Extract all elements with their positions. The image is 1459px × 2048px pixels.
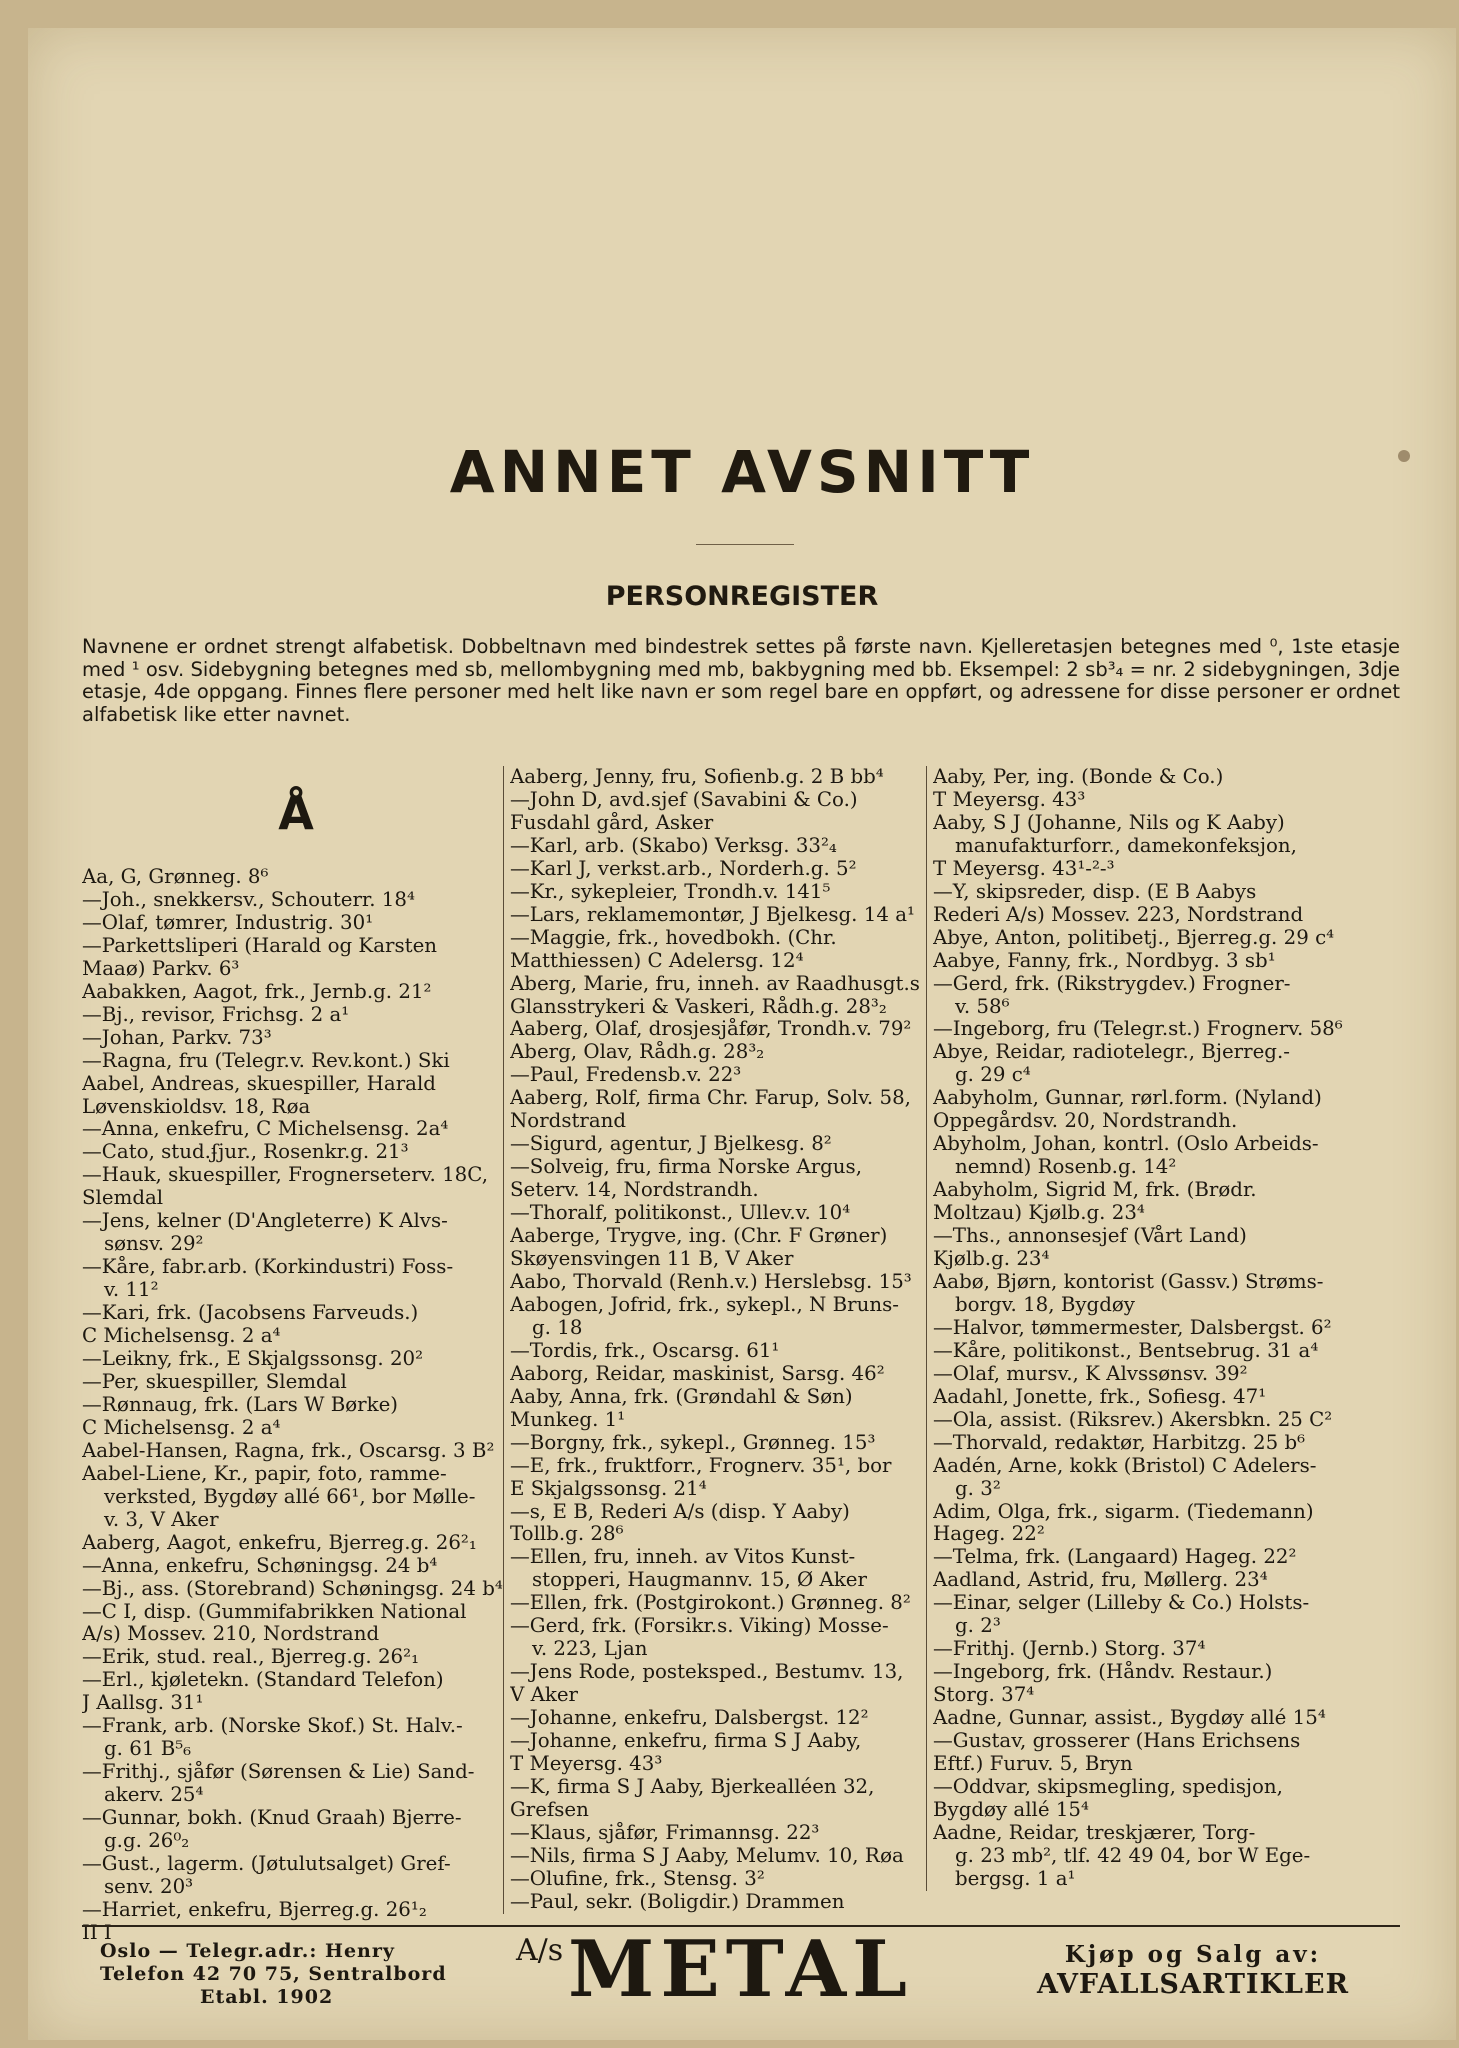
register-entry-line: —Y, skipsreder, disp. (E B Aabys [933,880,1257,903]
register-entry-line: Aabye, Fanny, frk., Nordbyg. 3 sb¹ [933,949,1276,972]
register-entry-line: —Paul, Fredensb.v. 22³ [510,1064,742,1087]
column-1 [82,788,510,1945]
ad-company-prefix: A/s [516,1933,564,1968]
register-entry-line: Nordstrand [510,1110,627,1133]
register-entry-line: Aabyholm, Sigrid M, frk. (Brødr. [933,1179,1257,1202]
register-entry-line: —Anna, enkefru, Schøningsg. 24 b⁴ [82,1554,438,1577]
register-entry-line: Aadne, Gunnar, assist., Bygdøy allé 15⁴ [933,1707,1326,1730]
register-entry-line: Fusdahl gård, Asker [510,811,714,834]
column-1-entries [82,866,510,1945]
register-entry-line: g.g. 26⁰₂ [104,1830,190,1853]
section-letter: Å [278,786,314,840]
register-entry-line: Aabakken, Aagot, frk., Jernb.g. 21² [82,980,432,1003]
register-entry-line: J Aallsg. 31¹ [82,1692,204,1715]
register-entry-line: —Karl, arb. (Skabo) Verksg. 33²₄ [510,834,837,857]
register-entry-line: —Halvor, tømmermester, Dalsbergst. 6² [933,1316,1332,1339]
register-entry-line: —Erik, stud. real., Bjerreg.g. 26²₁ [82,1646,420,1669]
register-entry-line: Aabogen, Jofrid, frk., sykepl., N Bruns- [510,1293,899,1316]
register-entry-line: Bygdøy allé 15⁴ [933,1798,1089,1821]
register-entry-line: Abyholm, Johan, kontrl. (Oslo Arbeids- [933,1133,1319,1156]
register-entry-line: Hageg. 22² [933,1523,1045,1546]
ad-slogan-line-2: AVFALLSARTIKLER [1036,1969,1350,2000]
register-entry-line: —Kåre, politikonst., Bentsebrug. 31 a⁴ [933,1339,1319,1362]
register-entry-line: —Thoralf, politikonst., Ullev.v. 10⁴ [510,1202,851,1225]
footer-ad-company [498,1924,968,2015]
register-entry-line: —Tordis, frk., Oscarsg. 61¹ [510,1339,780,1362]
register-entry-line: Oppegårdsv. 20, Nordstrandh. [933,1110,1238,1133]
register-entry-line: —Ingeborg, fru (Telegr.st.) Frognerv. 58⁶ [933,1018,1343,1041]
register-entry-line: —Solveig, fru, firma Norske Argus, [510,1156,862,1179]
register-entry-line: g. 23 mb², tlf. 42 49 04, bor W Ege- [955,1844,1311,1867]
register-entry-line: —Kari, frk. (Jacobsens Farveuds.) [82,1302,419,1325]
register-entry-line: —Thorvald, redaktør, Harbitzg. 25 b⁶ [933,1431,1306,1454]
register-entry-line: —Lars, reklamemontør, J Bjelkesg. 14 a¹ [510,903,915,926]
register-entry-line: —Jens Rode, posteksped., Bestumv. 13, [510,1661,904,1684]
register-entry-line: —Gust., lagerm. (Jøtulutsalget) Gref- [82,1852,451,1875]
register-entry-line: nemnd) Rosenb.g. 14² [955,1156,1177,1179]
register-entry-line: Aaberg, Aagot, enkefru, Bjerreg.g. 26²₁ [82,1531,477,1554]
register-entry-line: Maaø) Parkv. 6³ [82,957,240,980]
register-entry-line: —Per, skuespiller, Slemdal [82,1370,347,1393]
register-entry-line: —Gerd, frk. (Forsikr.s. Viking) Mosse- [510,1615,889,1638]
register-entry-line: —Frithj. (Jernb.) Storg. 37⁴ [933,1638,1206,1661]
register-entry-line: —Cato, stud.ʄjur., Rosenkr.g. 21³ [82,1141,409,1164]
register-entry-line: Aabø, Bjørn, kontorist (Gassv.) Strøms- [933,1270,1324,1293]
register-entry-line: —Gerd, frk. (Rikstrygdev.) Frogner- [933,972,1291,995]
register-entry-line: Seterv. 14, Nordstrandh. [510,1179,759,1202]
register-entry-line: v. 58⁶ [955,995,1010,1018]
register-entry-line: Aabel, Andreas, skuespiller, Harald [82,1072,436,1095]
register-entry-line: sønsv. 29² [104,1233,204,1256]
register-entry-line: Grefsen [510,1798,589,1821]
register-entry-line: —K, firma S J Aaby, Bjerkealléen 32, [510,1775,875,1798]
register-entry-line: g. 29 c⁴ [955,1064,1031,1087]
register-entry-line: Aaby, Anna, frk. (Grøndahl & Søn) [510,1385,853,1408]
register-entry-line: —Olaf, mursv., K Alvssønsv. 39² [933,1362,1248,1385]
register-entry-line: Abye, Reidar, radiotelegr., Bjerreg.- [933,1041,1290,1064]
register-entry-line: —Harriet, enkefru, Bjerreg.g. 26¹₂ [82,1898,427,1921]
register-entry-line: Moltzau) Kjølb.g. 23⁴ [933,1202,1145,1225]
register-entry-line: —Borgny, frk., sykepl., Grønneg. 15³ [510,1431,876,1454]
register-entry-line: —Paul, sekr. (Boligdir.) Drammen [510,1890,845,1913]
register-entry-line: C Michelsensg. 2 a⁴ [82,1416,281,1439]
register-entry-line: v. 3, V Aker [104,1508,219,1531]
register-entry-line: Munkeg. 1¹ [510,1408,626,1431]
register-entry-line: Skøyensvingen 11 B, V Aker [510,1248,794,1271]
register-entry-line: —Frithj., sjåfør (Sørensen & Lie) Sand- [82,1761,475,1784]
register-entry-line: —Sigurd, agentur, J Bjelkesg. 8² [510,1133,832,1156]
register-entry-line: Slemdal [82,1187,164,1210]
register-entry-line: v. 223, Ljan [532,1638,648,1661]
register-entry-line: —Nils, firma S J Aaby, Melumv. 10, Røa [510,1844,904,1867]
register-entry-line: —Erl., kjøletekn. (Standard Telefon) [82,1669,444,1692]
register-entry-line: g. 61 B⁵₆ [104,1738,192,1761]
register-entry-line: V Aker [510,1684,579,1707]
register-entry-line: —Ellen, frk. (Postgirokont.) Grønneg. 8² [510,1592,911,1615]
register-entry-line: —Karl J, verkst.arb., Norderh.g. 5² [510,857,857,880]
register-entry-line: Aa, G, Grønneg. 8⁶ [82,866,269,888]
register-entry-line: —C I, disp. (Gummifabrikken National [82,1600,467,1623]
register-entry-line: Eftf.) Furuv. 5, Bryn [933,1752,1133,1775]
register-entry-line: —Gustav, grosserer (Hans Erichsens [933,1730,1301,1753]
column-2 [503,766,931,1914]
intro-paragraph: Navnene er ordnet strengt alfabetisk. Dobbeltnavn med bindestrek settes på første navn. Kjelleretasjen betegnes med ⁰, 1ste etasje med ¹ osv. Sidebygning betegnes med sb, mellombygning med mb, bakbygning med bb. Eksempel: 2 sb³₄ = nr. 2 sidebygningen, 3dje etasje, 4de oppgang. Finnes flere personer med helt like navn er som regel bare en oppført, og adressene for disse personer er ordnet alfabetisk like etter navnet. [82,635,1400,726]
register-entry-line: Aaberg, Olaf, drosjesjåfør, Trondh.v. 79² [510,1018,912,1041]
register-entry-line: Aaby, Per, ing. (Bonde & Co.) [933,766,1224,788]
register-entry-line: —Gunnar, bokh. (Knud Graah) Bjerre- [82,1807,462,1830]
register-entry-line: —Joh., snekkersv., Schouterr. 18⁴ [82,888,415,911]
register-entry-line: A/s) Mossev. 210, Nordstrand [82,1623,380,1646]
column-2-entries [510,766,931,1914]
register-entry-line: —Klaus, sjåfør, Frimannsg. 22³ [510,1821,820,1844]
register-entry-line: g. 18 [532,1316,583,1339]
register-entry-line: Aabel-Hansen, Ragna, frk., Oscarsg. 3 B² [82,1439,495,1462]
register-entry-line: T Meyersg. 43³ [933,788,1086,811]
register-entry-line: Aadne, Reidar, treskjærer, Torg- [933,1821,1256,1844]
register-entry-line: akerv. 25⁴ [104,1784,204,1807]
register-entry-line: Aabyholm, Gunnar, rørl.form. (Nyland) [933,1087,1322,1110]
register-entry-line: —Johan, Parkv. 73³ [82,1026,272,1049]
register-entry-line: Aadahl, Jonette, frk., Sofiesg. 47¹ [933,1385,1267,1408]
column-3 [926,766,1363,1891]
register-entry-line: C Michelsensg. 2 a⁴ [82,1325,281,1348]
column-3-entries [933,766,1363,1891]
register-entry-line: —Rønnaug, frk. (Lars W Børke) [82,1393,399,1416]
register-entry-line: —Bj., ass. (Storebrand) Schøningsg. 24 b⁴ [82,1577,503,1600]
register-entry-line: verksted, Bygdøy allé 66¹, bor Mølle- [104,1485,476,1508]
register-entry-line: g. 3² [955,1477,1001,1500]
register-entry-line: stopperi, Haugmannv. 15, Ø Aker [532,1569,867,1592]
register-entry-line: Aaberge, Trygve, ing. (Chr. F Grøner) [510,1225,888,1248]
page [28,28,1456,2040]
ad-slogan-line-1: Kjøp og Salg av: [1064,1941,1322,1968]
register-entry-line: Aaberg, Jenny, fru, Sofienb.g. 2 B bb⁴ [510,766,884,788]
register-entry-line: —Olaf, tømrer, Industrig. 30¹ [82,911,374,934]
register-entry-line: —Jens, kelner (D'Angleterre) K Alvs- [82,1210,448,1233]
register-entry-line: —Maggie, frk., hovedbokh. (Chr. [510,926,837,949]
register-entry-line: —Johanne, enkefru, firma S J Aaby, [510,1730,862,1753]
ad-telegram-line: Oslo — Telegr.adr.: Henry [100,1940,395,1962]
register-entry-line: Aberg, Olav, Rådh.g. 28³₂ [510,1041,765,1064]
register-entry-line: —Hauk, skuespiller, Frognerseterv. 18C, [82,1164,488,1187]
ad-company-name: METAL [568,1924,913,2015]
footer-ad-contact [100,1940,447,2009]
page-subtitle: PERSONREGISTER [605,581,879,612]
register-entry-line: Matthiessen) C Adelersg. 12⁴ [510,949,804,972]
register-entry-line: Løvenskioldsv. 18, Røa [82,1095,311,1118]
register-entry-line: —Ths., annonsesjef (Vårt Land) [933,1225,1247,1248]
register-entry-line: T Meyersg. 43³ [510,1752,663,1775]
register-entry-line: —s, E B, Rederi A/s (disp. Y Aaby) [510,1500,850,1523]
page-title: ANNET AVSNITT [449,438,1035,506]
register-entry-line: —Kr., sykepleier, Trondh.v. 141⁵ [510,880,831,903]
register-entry-line: Tollb.g. 28⁶ [510,1523,624,1546]
register-entry-line: —Einar, selger (Lilleby & Co.) Holsts- [933,1592,1310,1615]
register-entry-line: —Anna, enkefru, C Michelsensg. 2a⁴ [82,1118,449,1141]
register-entry-line: —Johanne, enkefru, Dalsbergst. 12² [510,1707,869,1730]
register-entry-line: Rederi A/s) Mossev. 223, Nordstrand [933,903,1304,926]
register-entry-line: —Ola, assist. (Riksrev.) Akersbkn. 25 C² [933,1408,1333,1431]
register-entry-line: E Skjalgssonsg. 21⁴ [510,1477,707,1500]
register-entry-line: —Frank, arb. (Norske Skof.) St. Halv.- [82,1715,463,1738]
register-entry-line: Aberg, Marie, fru, inneh. av Raadhusgt.s [510,972,920,995]
register-entry-line: II I [82,1921,112,1944]
register-entry-line: Storg. 37⁴ [933,1684,1035,1707]
ad-established-line: Etabl. 1902 [200,1986,334,2008]
register-entry-line: Aabo, Thorvald (Renh.v.) Herslebsg. 15³ [510,1270,912,1293]
register-entry-line: —Olufine, frk., Stensg. 3² [510,1867,765,1890]
register-entry-line: —Kåre, fabr.arb. (Korkindustri) Foss- [82,1256,454,1279]
register-entry-line: Kjølb.g. 23⁴ [933,1248,1050,1271]
register-entry-line: Aadén, Arne, kokk (Bristol) C Adelers- [933,1454,1317,1477]
register-entry-line: —Parkettsliperi (Harald og Karsten [82,934,438,957]
register-entry-line: —Leikny, frk., E Skjalgssonsg. 20² [82,1348,424,1371]
register-entry-line: T Meyersg. 43¹-²-³ [933,857,1115,880]
register-entry-line: —Ingeborg, frk. (Håndv. Restaur.) [933,1661,1273,1684]
register-entry-line: Abye, Anton, politibetj., Bjerreg.g. 29 c⁴ [933,926,1335,949]
register-entry-line: Adim, Olga, frk., sigarm. (Tiedemann) [933,1500,1314,1523]
register-entry-line: manufakturforr., damekonfeksjon, [955,834,1297,857]
register-entry-line: Glansstrykeri & Vaskeri, Rådh.g. 28³₂ [510,995,887,1018]
title-divider [696,544,794,545]
footer-ad-slogan [1003,1940,1383,2000]
register-entry-line: Aaborg, Reidar, maskinist, Sarsg. 46² [510,1362,885,1385]
register-entry-line: —Telma, frk. (Langaard) Hageg. 22² [933,1546,1297,1569]
ad-phone-line: Telefon 42 70 75, Sentralbord [100,1963,447,1985]
register-entry-line: —John D, avd.sjef (Savabini & Co.) [510,788,858,811]
register-entry-line: senv. 20³ [104,1875,194,1898]
register-entry-line: Aadland, Astrid, fru, Møllerg. 23⁴ [933,1569,1268,1592]
register-entry-line: Aaby, S J (Johanne, Nils og K Aaby) [933,811,1285,834]
register-entry-line: g. 2³ [955,1615,1001,1638]
register-entry-line: —Oddvar, skipsmegling, spedisjon, [933,1775,1283,1798]
register-entry-line: —Ellen, fru, inneh. av Vitos Kunst- [510,1546,856,1569]
register-entry-line: Aabel-Liene, Kr., papir, foto, ramme- [82,1462,447,1485]
register-entry-line: v. 11² [104,1279,159,1302]
register-entry-line: —Ragna, fru (Telegr.v. Rev.kont.) Ski [82,1049,450,1072]
register-entry-line: —Bj., revisor, Frichsg. 2 a¹ [82,1003,350,1026]
register-entry-line: borgv. 18, Bygdøy [955,1293,1135,1316]
register-entry-line: Aaberg, Rolf, firma Chr. Farup, Solv. 58, [510,1087,911,1110]
register-entry-line: —E, frk., fruktforr., Frognerv. 35¹, bor [510,1454,892,1477]
register-entry-line: bergsg. 1 a¹ [955,1867,1076,1890]
